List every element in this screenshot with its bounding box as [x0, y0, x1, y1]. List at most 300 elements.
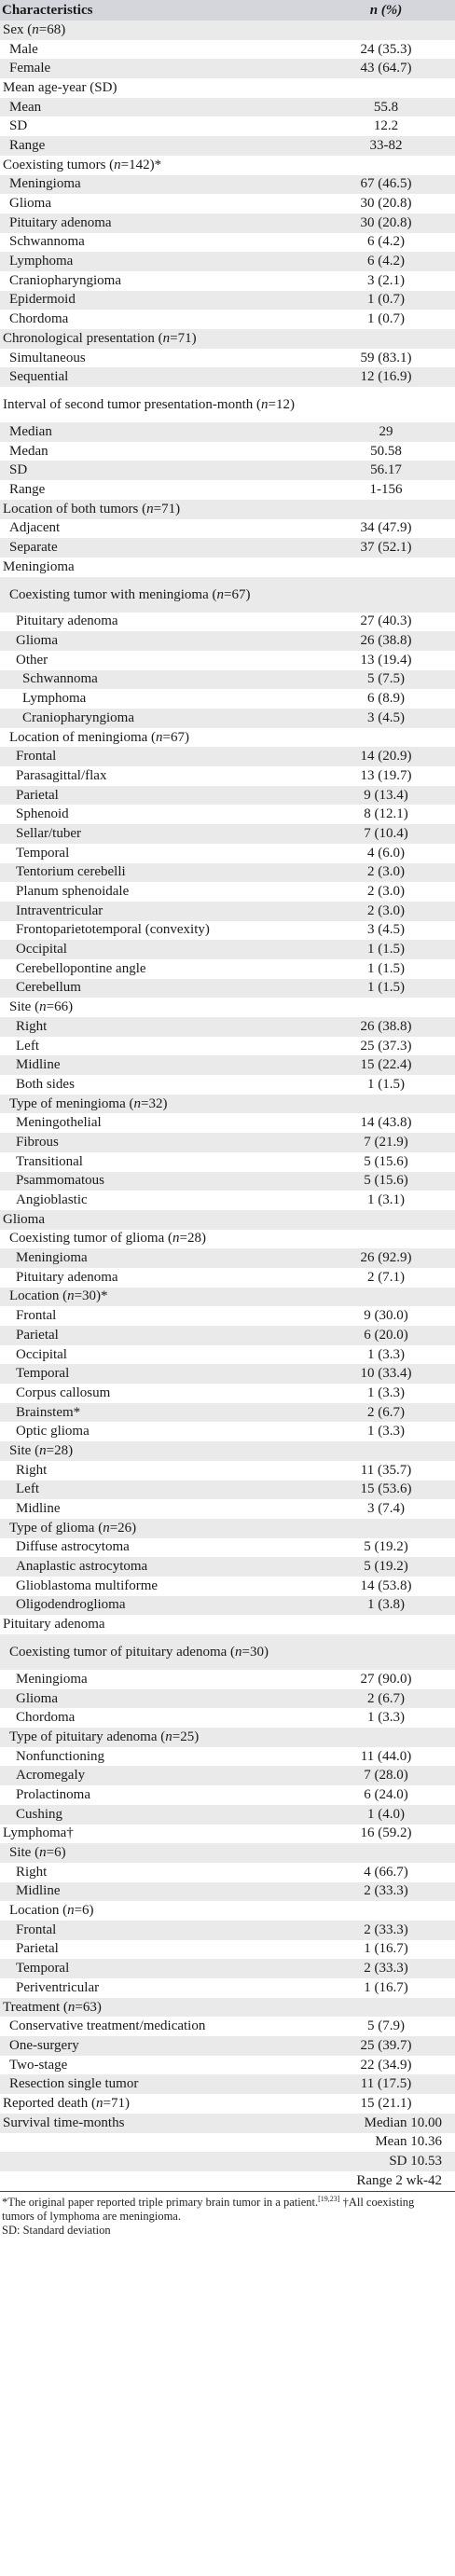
row-value: 6 (4.2) — [315, 252, 455, 271]
row-value: 1 (3.3) — [367, 1710, 405, 1726]
row-value: 15 (53.6) — [315, 1481, 455, 1500]
table-row — [0, 500, 455, 519]
row-value: 1 (16.7) — [364, 1979, 408, 1995]
row-label: Lymphoma — [0, 252, 315, 271]
row-label: Both sides — [16, 1076, 75, 1092]
table-row — [0, 480, 455, 500]
table-row — [0, 2114, 455, 2133]
table-row — [0, 1288, 455, 1307]
row-value: Mean 10.36 — [375, 2134, 442, 2150]
row-label: Diffuse astrocytoma — [16, 1539, 130, 1555]
row-value: 27 (40.3) — [360, 613, 412, 629]
row-label: Female — [0, 59, 315, 78]
row-label: Parasagittal/flax — [16, 767, 107, 783]
row-label: Male — [9, 41, 38, 57]
row-value: 3 (2.1) — [367, 272, 405, 288]
table-row — [0, 1615, 455, 1634]
row-value — [315, 1615, 455, 1634]
row-value: 59 (83.1) — [360, 350, 412, 365]
header-characteristics: Characteristics — [0, 0, 315, 21]
row-value: 56.17 — [315, 461, 455, 480]
row-label: Type of meningioma (n=32) — [0, 1095, 315, 1114]
row-label: Oligodendroglioma — [0, 1596, 315, 1616]
row-value: 11 (17.5) — [315, 2074, 455, 2094]
row-value: 2 (33.3) — [315, 1921, 455, 1940]
table-row — [0, 1075, 455, 1095]
row-value: 1 (0.7) — [367, 311, 405, 327]
row-label: Site (n=66) — [9, 999, 74, 1015]
row-label: Pituitary adenoma — [16, 1269, 118, 1285]
row-label — [0, 2133, 315, 2153]
row-value: 13 (19.4) — [360, 652, 412, 668]
table-row — [0, 214, 455, 233]
footnote-1-text: *The original paper reported triple primary brain tumor in a patient. — [2, 2195, 319, 2209]
table-row — [0, 1785, 455, 1805]
row-value: 5 (7.9) — [367, 2018, 405, 2034]
table-row — [0, 1882, 455, 1902]
row-label: Lymphoma — [22, 691, 87, 707]
row-value: 1 (1.5) — [315, 940, 455, 959]
table-row — [0, 1364, 455, 1384]
table-row — [0, 40, 455, 60]
table-row — [0, 1422, 455, 1441]
row-label: Medan — [9, 443, 48, 459]
table-row — [0, 940, 455, 959]
table-row — [0, 1461, 455, 1481]
row-value: 13 (19.7) — [360, 767, 412, 783]
row-label: Coexisting tumors (n=142)* — [3, 157, 162, 172]
table-row — [0, 959, 455, 979]
table-row — [0, 1577, 455, 1596]
table-row — [0, 538, 455, 558]
row-value: 12.2 — [373, 118, 399, 134]
row-value: 2 (33.3) — [315, 1882, 455, 1902]
row-label: Sex (n=68) — [0, 21, 315, 40]
table-row — [0, 1481, 455, 1500]
table-row — [0, 1998, 455, 2018]
table-row — [0, 577, 455, 613]
row-label: Survival time-months — [0, 2114, 315, 2133]
table-row — [0, 175, 455, 195]
row-value: 14 (43.8) — [360, 1115, 412, 1131]
row-label: Glioma — [0, 1210, 315, 1230]
row-label: Coexisting tumor of glioma (n=28) — [9, 1231, 206, 1247]
header-n-percent — [315, 0, 455, 21]
table-row — [0, 1689, 455, 1709]
table-row — [0, 651, 455, 670]
table-row — [0, 1017, 455, 1037]
row-value: 5 (19.2) — [364, 1539, 408, 1555]
table-row — [0, 747, 455, 766]
row-value: SD 10.53 — [315, 2152, 455, 2171]
row-value: 37 (52.1) — [315, 538, 455, 558]
table-row — [0, 670, 455, 690]
row-label: Chronological presentation (n=71) — [0, 329, 315, 349]
table-row — [0, 367, 455, 387]
row-value — [315, 500, 455, 519]
row-value: 2 (3.0) — [315, 863, 455, 883]
table-row — [0, 2074, 455, 2094]
table-row — [0, 387, 455, 422]
table-body — [0, 21, 455, 2191]
table-row — [0, 1825, 455, 1844]
row-value: 8 (12.1) — [364, 806, 408, 822]
row-value: 2 (3.0) — [315, 902, 455, 921]
row-value — [315, 1634, 455, 1670]
row-label: Site (n=28) — [0, 1441, 315, 1461]
row-label: Glioma — [0, 631, 315, 651]
row-value: 2 (7.1) — [367, 1269, 405, 1285]
table-footnotes — [0, 2192, 455, 2238]
row-value: 26 (92.9) — [315, 1248, 455, 1268]
table-row — [0, 2133, 455, 2153]
table-row — [0, 1596, 455, 1616]
table-row — [0, 1055, 455, 1075]
row-label: Parietal — [16, 1941, 59, 1957]
row-value: 29 — [315, 422, 455, 442]
table-row — [0, 1230, 455, 1249]
table-row — [0, 998, 455, 1017]
table-row — [0, 1172, 455, 1192]
row-label: Corpus callosum — [16, 1384, 111, 1400]
row-value — [315, 1095, 455, 1114]
row-label: Right — [16, 1864, 48, 1880]
row-value — [315, 1441, 455, 1461]
row-value: 15 (21.1) — [360, 2095, 412, 2111]
row-value: 34 (47.9) — [360, 520, 412, 536]
table-row — [0, 2094, 455, 2114]
row-value: 14 (53.8) — [360, 1577, 412, 1593]
row-value: 6 (20.0) — [315, 1326, 455, 1345]
table-row — [0, 442, 455, 461]
table-row — [0, 1978, 455, 1998]
row-value: 2 (33.3) — [315, 1959, 455, 1978]
row-value: 1 (16.7) — [364, 1941, 408, 1957]
row-value — [315, 577, 455, 613]
row-value — [315, 156, 455, 175]
row-label: Frontal — [0, 747, 315, 766]
row-value — [315, 1901, 455, 1921]
row-value: 7 (28.0) — [315, 1766, 455, 1785]
row-value: 1 (3.1) — [367, 1192, 405, 1208]
row-value — [315, 1843, 455, 1863]
row-value: 1 (3.3) — [367, 1384, 405, 1400]
row-value: 25 (37.3) — [360, 1038, 412, 1054]
row-label: Pituitary adenoma — [3, 1617, 105, 1632]
row-label: Treatment (n=63) — [0, 1998, 315, 2018]
row-value: 26 (38.8) — [315, 631, 455, 651]
row-label: Glioblastoma multiforme — [16, 1577, 159, 1593]
row-value — [315, 78, 455, 98]
row-label: Mean age-year (SD) — [3, 79, 117, 95]
row-label: Frontal — [16, 1308, 57, 1324]
row-label: Occipital — [16, 1346, 67, 1362]
row-value: 5 (7.5) — [315, 670, 455, 690]
table-row — [0, 329, 455, 349]
row-label: Glioma — [0, 1689, 315, 1709]
row-value: 67 (46.5) — [315, 175, 455, 195]
table-row — [0, 21, 455, 40]
row-label: Transitional — [16, 1153, 83, 1169]
row-value: 11 (35.7) — [360, 1462, 412, 1478]
row-value: 2 (3.0) — [367, 884, 405, 900]
table-row — [0, 1095, 455, 1114]
row-label: Meningioma — [0, 175, 315, 195]
row-label: Brainstem* — [0, 1403, 315, 1423]
row-value: 1 (1.5) — [315, 979, 455, 999]
row-value: 5 (15.6) — [364, 1153, 408, 1169]
table-row — [0, 117, 455, 136]
row-value — [315, 998, 455, 1017]
row-label — [0, 2152, 315, 2171]
row-label: SD — [9, 118, 28, 134]
row-value — [315, 728, 455, 748]
row-label: Temporal — [0, 1959, 315, 1978]
row-value — [315, 387, 455, 422]
row-label: Psammomatous — [0, 1172, 315, 1192]
table-row — [0, 1519, 455, 1538]
row-label: Craniopharyngioma — [9, 272, 121, 288]
row-label: Angioblastic — [16, 1192, 88, 1208]
table-row — [0, 98, 455, 117]
table-row — [0, 252, 455, 271]
row-value: 1 (3.8) — [315, 1596, 455, 1616]
row-label: Frontoparietotemporal (convexity) — [16, 922, 210, 938]
table-row — [0, 1268, 455, 1288]
table-row — [0, 1191, 455, 1210]
row-value: 10 (33.4) — [315, 1364, 455, 1384]
row-value: 33-82 — [315, 136, 455, 156]
row-value: 3 (4.5) — [315, 709, 455, 728]
row-value: 3 (7.4) — [367, 1501, 405, 1517]
row-label: Frontal — [0, 1921, 315, 1940]
row-label: Right — [16, 1462, 48, 1478]
row-value — [315, 1728, 455, 1747]
table-row — [0, 2152, 455, 2171]
table-row — [0, 1901, 455, 1921]
row-label: One-surgery — [0, 2036, 315, 2056]
table-row — [0, 1843, 455, 1863]
row-label: Other — [16, 652, 48, 668]
table-row — [0, 2171, 455, 2191]
row-label: Lymphoma† — [3, 1825, 74, 1841]
row-label — [0, 2171, 315, 2191]
row-label: Epidermoid — [0, 291, 315, 310]
table-row — [0, 461, 455, 480]
row-label: Meningothelial — [16, 1115, 102, 1131]
row-label: Interval of second tumor presentation-month (n=12) — [3, 397, 295, 413]
table-row — [0, 882, 455, 902]
table-row — [0, 1728, 455, 1747]
table-row — [0, 1499, 455, 1519]
table-row — [0, 689, 455, 709]
row-value — [315, 1288, 455, 1307]
table-row — [0, 519, 455, 539]
row-label: Median — [0, 422, 315, 442]
row-value: 1 (3.3) — [367, 1424, 405, 1440]
table-row — [0, 766, 455, 786]
row-value: 1 (3.3) — [367, 1346, 405, 1362]
row-value: 25 (39.7) — [315, 2036, 455, 2056]
row-value: 26 (38.8) — [315, 1017, 455, 1037]
row-label: Coexisting tumor of pituitary adenoma (n=30) — [0, 1634, 315, 1670]
table-row — [0, 194, 455, 214]
table-row — [0, 844, 455, 863]
table-row — [0, 902, 455, 921]
table-row — [0, 1152, 455, 1172]
row-value: 16 (59.2) — [360, 1825, 412, 1841]
table-row — [0, 1133, 455, 1152]
row-label: Occipital — [0, 940, 315, 959]
row-label: Anaplastic astrocytoma — [0, 1557, 315, 1577]
row-value: 30 (20.8) — [315, 214, 455, 233]
row-value: 1-156 — [369, 481, 403, 497]
table-row — [0, 291, 455, 310]
table-row — [0, 1940, 455, 1960]
row-label: Type of glioma (n=26) — [0, 1519, 315, 1538]
row-label: Two-stage — [9, 2057, 68, 2073]
row-label: Left — [0, 1481, 315, 1500]
row-value: 9 (13.4) — [315, 786, 455, 806]
footnote-1-tail: †All coexisting tumors of lymphoma are meningioma. — [2, 2195, 415, 2223]
table-row — [0, 1441, 455, 1461]
table-row — [0, 1863, 455, 1882]
table-row — [0, 1766, 455, 1785]
table-row — [0, 2056, 455, 2075]
row-value — [315, 1998, 455, 2018]
header-n-percent-text: n (%) — [369, 2, 403, 18]
footnote-1 — [2, 2196, 449, 2224]
row-value: 3 (4.5) — [367, 922, 405, 938]
table-row — [0, 558, 455, 577]
row-value: 27 (90.0) — [360, 1671, 412, 1687]
row-label: Mean — [0, 98, 315, 117]
row-label: Midline — [16, 1501, 61, 1517]
row-value: 15 (22.4) — [315, 1055, 455, 1075]
row-value — [315, 329, 455, 349]
table-row — [0, 1708, 455, 1728]
table-row — [0, 1210, 455, 1230]
table-row — [0, 1384, 455, 1403]
row-label: Glioma — [9, 196, 51, 212]
row-label: Planum sphenoidale — [16, 884, 130, 900]
row-label: Midline — [0, 1882, 315, 1902]
footnote-2: SD: Standard deviation — [2, 2223, 111, 2237]
row-label: Meningioma — [0, 1248, 315, 1268]
row-value: 24 (35.3) — [360, 41, 412, 57]
row-label: Nonfunctioning — [16, 1748, 104, 1764]
table-row — [0, 2036, 455, 2056]
row-label: Periventricular — [16, 1979, 100, 1995]
table-row — [0, 136, 455, 156]
table-row — [0, 921, 455, 941]
table-row — [0, 709, 455, 728]
row-value: 14 (20.9) — [315, 747, 455, 766]
row-label: Cerebellopontine angle — [16, 960, 146, 976]
row-value: 50.58 — [370, 443, 402, 459]
row-value: 1 (4.0) — [315, 1805, 455, 1825]
row-value: 5 (19.2) — [315, 1557, 455, 1577]
row-value: 6 (8.9) — [367, 691, 405, 707]
table-row — [0, 78, 455, 98]
table-row — [0, 271, 455, 291]
row-label: Sequential — [0, 367, 315, 387]
row-label: Conservative treatment/medication — [9, 2018, 206, 2034]
row-label: Resection single tumor — [0, 2074, 315, 2094]
table-row — [0, 233, 455, 253]
row-label: Pituitary adenoma — [16, 613, 118, 629]
row-value: 5 (15.6) — [315, 1172, 455, 1192]
row-value: 12 (16.9) — [315, 367, 455, 387]
table-row — [0, 349, 455, 368]
table-row — [0, 728, 455, 748]
row-label: Prolactinoma — [16, 1786, 90, 1802]
row-value — [315, 558, 455, 577]
table-row — [0, 1670, 455, 1689]
row-label: Chordoma — [9, 311, 69, 327]
row-value: Range 2 wk-42 — [315, 2171, 455, 2191]
row-label: Parietal — [0, 786, 315, 806]
table-row — [0, 1306, 455, 1326]
row-label: Separate — [0, 538, 315, 558]
table-row — [0, 1747, 455, 1767]
row-label: Fibrous — [0, 1133, 315, 1152]
row-label: Type of pituitary adenoma (n=25) — [0, 1728, 315, 1747]
row-label: Range — [9, 481, 46, 497]
table-row — [0, 631, 455, 651]
row-label: Simultaneous — [9, 350, 86, 365]
table-row — [0, 1634, 455, 1670]
table-row — [0, 1345, 455, 1365]
row-value: 7 (10.4) — [315, 824, 455, 844]
row-value: 7 (21.9) — [315, 1133, 455, 1152]
row-value: 2 (6.7) — [315, 1403, 455, 1423]
row-label: Meningioma — [3, 558, 75, 574]
row-label: Right — [0, 1017, 315, 1037]
table-row — [0, 1113, 455, 1133]
row-value: 43 (64.7) — [315, 59, 455, 78]
row-label: Coexisting tumor with meningioma (n=67) — [0, 577, 315, 613]
row-label: Adjacent — [9, 520, 61, 536]
row-value: 1 (0.7) — [315, 291, 455, 310]
row-label: Schwannoma — [9, 234, 85, 250]
table-row — [0, 1805, 455, 1825]
row-label: Location of both tumors (n=71) — [0, 500, 315, 519]
table-row — [0, 786, 455, 806]
footnote-refs: [19,23] — [318, 2194, 340, 2203]
row-label: Tentorium cerebelli — [0, 863, 315, 883]
table-row — [0, 1557, 455, 1577]
row-value — [315, 1230, 455, 1249]
table-row — [0, 1921, 455, 1940]
table-row — [0, 613, 455, 632]
row-label: Left — [16, 1038, 39, 1054]
row-label: Location (n=6) — [9, 1903, 94, 1919]
table-row — [0, 1326, 455, 1345]
table-row — [0, 2017, 455, 2036]
row-label: Optic glioma — [16, 1424, 90, 1440]
row-label: Temporal — [16, 845, 70, 861]
row-label: Temporal — [0, 1364, 315, 1384]
row-value: 1 (1.5) — [367, 1076, 405, 1092]
table-row — [0, 310, 455, 329]
table-row — [0, 1538, 455, 1558]
row-label: Pituitary adenoma — [0, 214, 315, 233]
row-label: Chordoma — [16, 1710, 76, 1726]
row-value — [315, 1519, 455, 1538]
table-row — [0, 824, 455, 844]
row-label: Midline — [0, 1055, 315, 1075]
